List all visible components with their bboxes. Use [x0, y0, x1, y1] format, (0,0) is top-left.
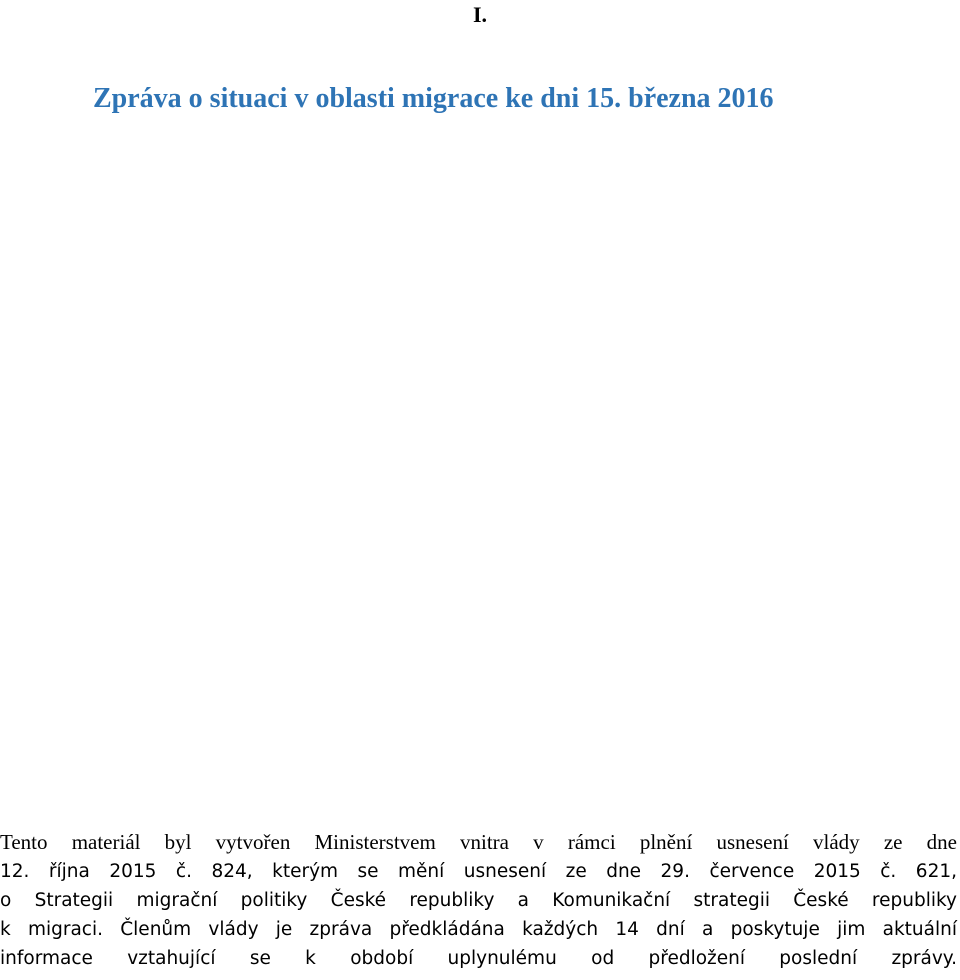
paragraph-line-3: o Strategii migrační politiky České republiky a Komunikační strategii České republiky — [0, 890, 957, 911]
paragraph-line-5: informace vztahující se k období uplynulému od předložení poslední zprávy. — [0, 948, 957, 969]
paragraph-line-4: k migraci. Členům vlády je zpráva předkládána každých 14 dní a poskytuje jim aktuální — [0, 919, 957, 940]
document-title: Zpráva o situaci v oblasti migrace ke dni 15. března 2016 — [93, 83, 774, 114]
paragraph-line-2: 12. října 2015 č. 824, kterým se mění usnesení ze dne 29. července 2015 č. 621, — [0, 861, 957, 882]
paragraph-line-1: Tento materiál byl vytvořen Ministerstvem vnitra v rámci plnění usnesení vlády ze dne — [0, 830, 957, 854]
intro-paragraph — [0, 828, 957, 973]
page-number: I. — [472, 2, 488, 27]
